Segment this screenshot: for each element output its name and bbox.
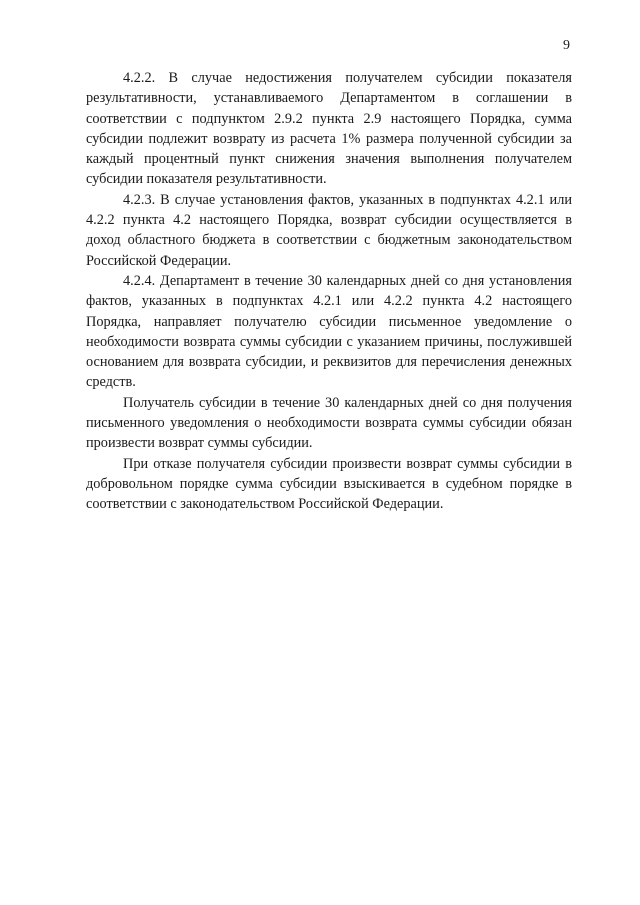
- paragraph-4-2-3: 4.2.3. В случае установления фактов, указанных в подпунктах 4.2.1 или 4.2.2 пункта 4.2 настоящего Порядка, возврат субсидии осуществляется в доход областного бюджета в соответствии с бюджетным законодательством Российской Федерации.: [86, 191, 572, 269]
- document-body: [86, 68, 572, 515]
- paragraph-recipient-obligation: Получатель субсидии в течение 30 календарных дней со дня получения письменного уведомления о необходимости возврата суммы субсидии обязан произвести возврат суммы субсидии.: [86, 394, 572, 452]
- page-number: 9: [563, 38, 570, 53]
- paragraph-refusal-recovery: При отказе получателя субсидии произвести возврат суммы субсидии в добровольном порядке сумма субсидии взыскивается в судебном порядке в соответствии с законодательством Российской Федерации.: [86, 455, 572, 513]
- paragraph-4-2-4: 4.2.4. Департамент в течение 30 календарных дней со дня установления фактов, указанных в подпунктах 4.2.1 или 4.2.2 пункта 4.2 настоящего Порядка, направляет получателю субсидии письменное уведомление о необходимости возврата суммы субсидии с указанием причины, послужившей основанием для возврата субсидии, и реквизитов для перечисления денежных средств.: [86, 272, 572, 391]
- paragraph-4-2-2: 4.2.2. В случае недостижения получателем субсидии показателя результативности, устанавливаемого Департаментом в соглашении в соответствии с подпунктом 2.9.2 пункта 2.9 настоящего Порядка, сумма субсидии подлежит возврату из расчета 1% размера полученной субсидии за каждый процентный пункт снижения значения выполнения получателем субсидии показателя результативности.: [86, 70, 572, 188]
